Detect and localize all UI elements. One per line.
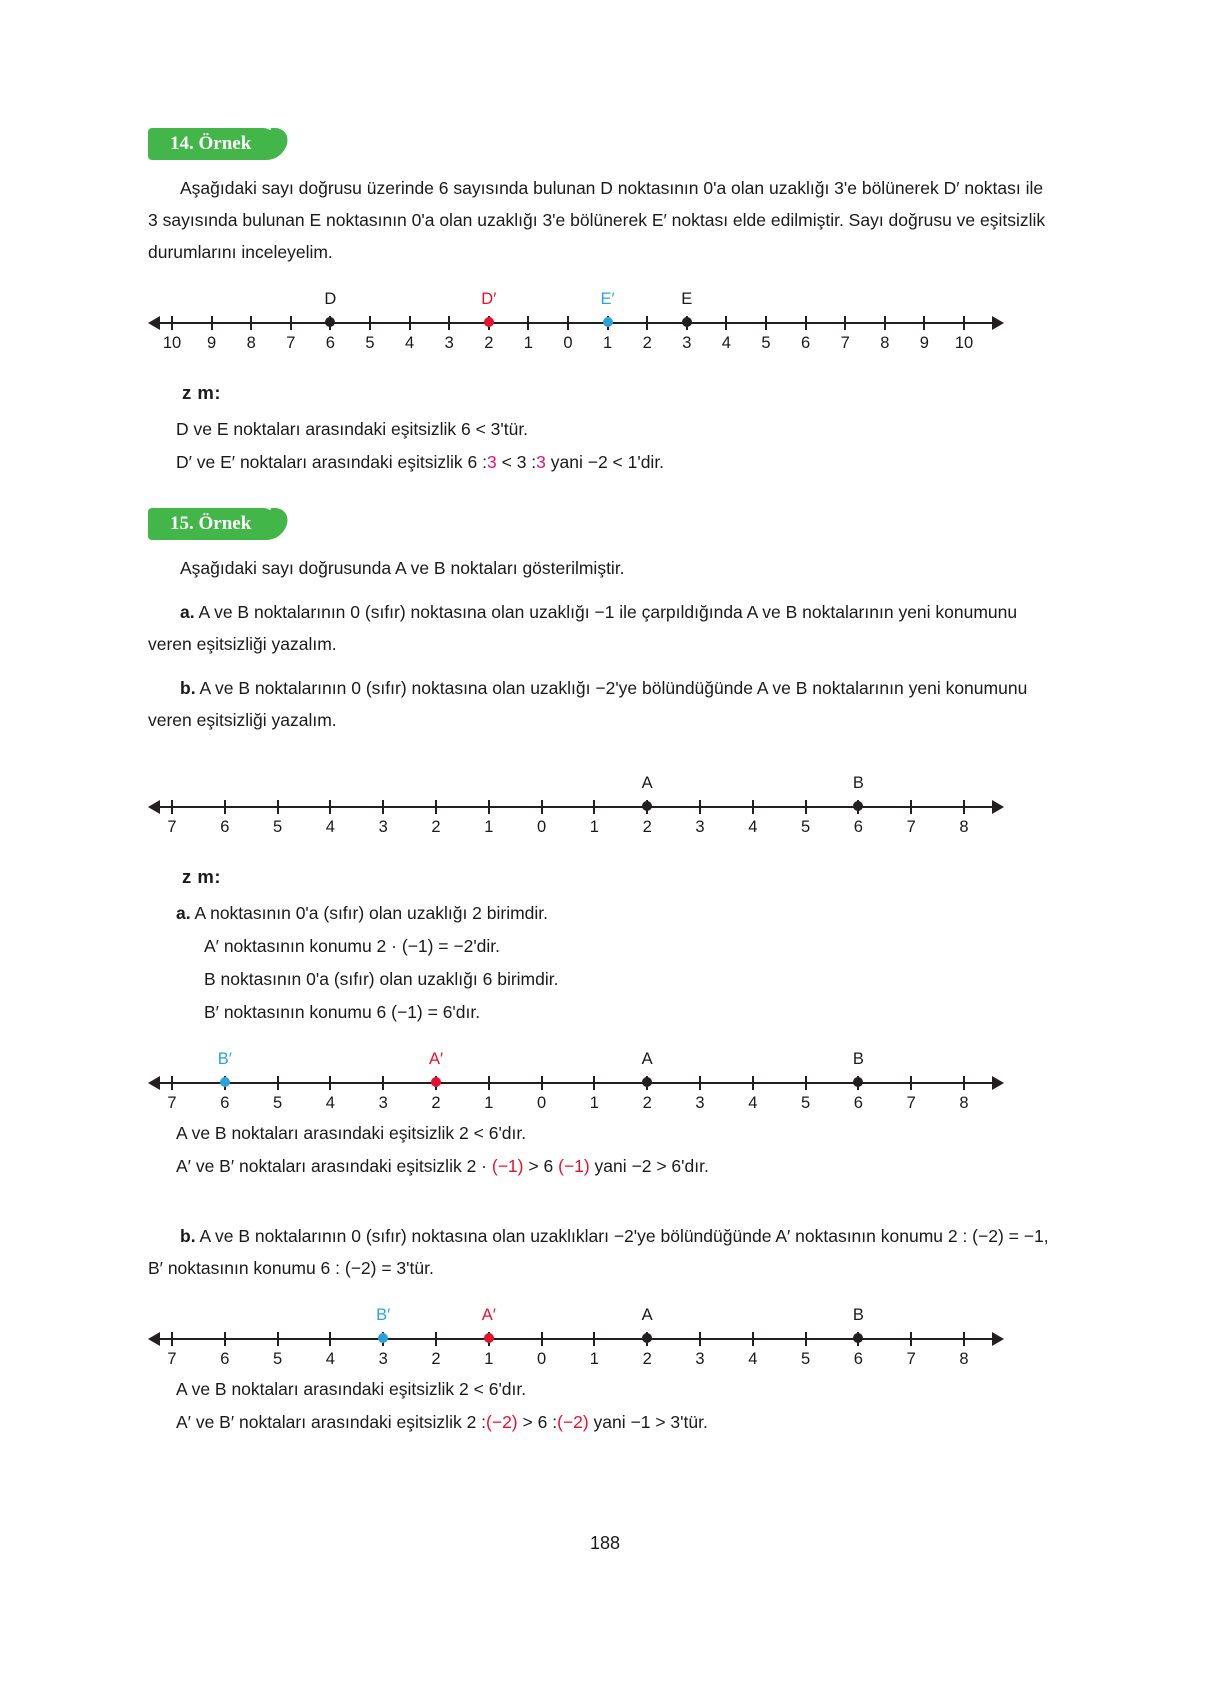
axis-tick xyxy=(382,800,384,814)
axis-tick xyxy=(805,1332,807,1346)
example-15b-inequality-1: A ve B noktaları arasındaki eşitsizlik 2 < 6'dır. xyxy=(176,1379,527,1399)
axis-tick-label: 2 xyxy=(642,818,652,836)
point-label-b: B xyxy=(852,774,864,792)
axis-tick-label: 4 xyxy=(325,1350,335,1368)
example-14-solution-line-2 xyxy=(176,447,1056,478)
part-b-text: A ve B noktalarının 0 (sıfır) noktasına olan uzaklığı −2'ye bölündüğünde A ve B noktalarının yeni konumunu veren eşitsizliği yazalım. xyxy=(148,678,1028,730)
point-marker-aprime xyxy=(484,1333,494,1343)
axis-tick-label: 1 xyxy=(589,1350,599,1368)
example-14-banner-label: 14. Örnek xyxy=(170,133,252,154)
point-label-b: B xyxy=(852,1050,864,1068)
axis-tick xyxy=(765,316,767,330)
example-15-part-a xyxy=(148,596,1056,660)
axis-tick xyxy=(805,800,807,814)
axis-tick-label: 5 xyxy=(365,334,375,352)
point-marker-dprime xyxy=(484,317,494,327)
point-label-aprime: A′ xyxy=(428,1050,444,1068)
point-label-b: B xyxy=(852,1306,864,1324)
part-a-label: a. xyxy=(180,602,195,622)
example-15-solution-heading: z m: xyxy=(182,866,221,887)
axis-tick xyxy=(805,316,807,330)
a-ineq2-suffix: yani −2 > 6'dır. xyxy=(594,1156,709,1176)
axis-tick xyxy=(963,1076,965,1090)
example-15-part-b xyxy=(148,672,1056,736)
axis-tick xyxy=(541,800,543,814)
axis-tick-label: 3 xyxy=(682,334,692,352)
a-ineq2-highlight-1: (−1) xyxy=(491,1156,524,1176)
axis-tick-label: 2 xyxy=(431,1094,441,1112)
axis-tick-label: 6 xyxy=(801,334,811,352)
example-14-solution-heading: z m: xyxy=(182,382,221,403)
a-ineq2-mid: > 6 xyxy=(528,1156,554,1176)
point-label-d: D xyxy=(324,290,337,308)
axis-arrow-left-icon xyxy=(148,1332,160,1346)
axis-tick xyxy=(329,1332,331,1346)
axis-tick xyxy=(752,800,754,814)
axis-tick-label: 5 xyxy=(273,1094,283,1112)
page-content xyxy=(148,0,1056,1438)
axis-tick xyxy=(844,316,846,330)
axis-tick xyxy=(448,316,450,330)
axis-tick-label: 0 xyxy=(563,334,573,352)
axis-tick-label: 2 xyxy=(642,334,652,352)
number-line-axis xyxy=(152,322,1000,324)
point-label-dprime: D′ xyxy=(481,290,497,308)
example-15b-inequality-2 xyxy=(176,1407,1056,1438)
axis-tick xyxy=(699,800,701,814)
axis-tick-label: 6 xyxy=(853,818,863,836)
a-ineq2-highlight-2: (−1) xyxy=(558,1156,590,1176)
axis-tick xyxy=(910,800,912,814)
example-15a-inequality-1: A ve B noktaları arasındaki eşitsizlik 2 < 6'dır. xyxy=(176,1123,527,1143)
point-marker-b xyxy=(853,1077,863,1087)
axis-tick-label: 8 xyxy=(959,818,969,836)
a-ineq2-prefix: A′ ve B′ noktaları arasındaki eşitsizlik 2 · xyxy=(176,1156,487,1176)
axis-tick xyxy=(488,800,490,814)
axis-tick-label: 1 xyxy=(589,818,599,836)
axis-tick xyxy=(725,316,727,330)
axis-tick xyxy=(963,800,965,814)
axis-tick-label: 8 xyxy=(959,1350,969,1368)
axis-tick xyxy=(250,316,252,330)
axis-arrow-right-icon xyxy=(992,1076,1004,1090)
axis-tick-label: 2 xyxy=(642,1350,652,1368)
axis-tick xyxy=(541,1332,543,1346)
axis-tick-label: 5 xyxy=(273,818,283,836)
number-line-axis xyxy=(152,1338,1000,1340)
axis-tick xyxy=(435,1332,437,1346)
axis-tick-label: 7 xyxy=(906,818,916,836)
axis-tick-label: 3 xyxy=(444,334,454,352)
axis-tick-label: 3 xyxy=(378,1350,388,1368)
axis-arrow-right-icon xyxy=(992,316,1004,330)
number-line-example-15-part-b xyxy=(148,1302,1004,1372)
axis-tick xyxy=(171,316,173,330)
axis-tick xyxy=(409,316,411,330)
axis-tick xyxy=(329,1076,331,1090)
axis-tick-label: 5 xyxy=(761,334,771,352)
axis-tick-label: 3 xyxy=(695,1350,705,1368)
axis-tick xyxy=(699,1332,701,1346)
axis-tick-label: 4 xyxy=(748,1350,758,1368)
axis-tick-label: 1 xyxy=(484,1350,494,1368)
axis-tick-label: 4 xyxy=(325,1094,335,1112)
axis-tick-label: 4 xyxy=(748,1094,758,1112)
axis-tick xyxy=(277,1332,279,1346)
line2-highlight-2: 3 xyxy=(536,452,546,472)
axis-tick xyxy=(963,1332,965,1346)
axis-tick-label: 5 xyxy=(273,1350,283,1368)
example-15a-inequality-2 xyxy=(176,1151,1056,1182)
point-marker-d xyxy=(325,317,335,327)
part-b-label: b. xyxy=(180,678,196,698)
axis-tick-label: 8 xyxy=(880,334,890,352)
axis-tick-label: 2 xyxy=(642,1094,652,1112)
number-line-axis xyxy=(152,1082,1000,1084)
axis-tick-label: 3 xyxy=(378,1094,388,1112)
axis-tick xyxy=(699,1076,701,1090)
axis-tick xyxy=(805,1076,807,1090)
example-15a-solution-line-2: A′ noktasının konumu 2 · (−1) = −2'dir. xyxy=(204,936,501,956)
number-line-example-15-part-a xyxy=(148,1046,1004,1116)
axis-tick-label: 6 xyxy=(853,1350,863,1368)
page-number: 188 xyxy=(589,1533,621,1553)
point-marker-aprime xyxy=(431,1077,441,1087)
point-marker-a xyxy=(642,801,652,811)
axis-tick-label: 7 xyxy=(167,818,177,836)
axis-tick xyxy=(752,1332,754,1346)
axis-tick xyxy=(224,1332,226,1346)
axis-tick-label: 4 xyxy=(405,334,415,352)
axis-tick xyxy=(593,1332,595,1346)
axis-tick-label: 1 xyxy=(603,334,613,352)
axis-tick xyxy=(923,316,925,330)
number-line-axis xyxy=(152,806,1000,808)
example-15-intro: Aşağıdaki sayı doğrusunda A ve B noktaları gösterilmiştir. xyxy=(180,558,625,578)
axis-tick-label: 10 xyxy=(954,334,974,352)
axis-tick xyxy=(290,316,292,330)
part-a-solution-text-1: A noktasının 0'a (sıfır) olan uzaklığı 2 birimdir. xyxy=(194,903,549,923)
point-marker-b xyxy=(853,801,863,811)
axis-tick xyxy=(527,316,529,330)
axis-tick-label: 3 xyxy=(378,818,388,836)
axis-tick-label: 4 xyxy=(748,818,758,836)
axis-arrow-right-icon xyxy=(992,800,1004,814)
axis-tick-label: 6 xyxy=(220,1350,230,1368)
axis-arrow-right-icon xyxy=(992,1332,1004,1346)
example-15a-solution-line-3: B noktasının 0'a (sıfır) olan uzaklığı 6 birimdir. xyxy=(204,969,559,989)
part-b-solution-text: A ve B noktalarının 0 (sıfır) noktasına olan uzaklıkları −2'ye bölündüğünde A′ noktasının konumu 2 : (−2) = −1, B′ noktasının konumu 6 : (−2) = 3'tür. xyxy=(148,1226,1049,1278)
axis-tick xyxy=(382,1076,384,1090)
axis-tick-label: 9 xyxy=(207,334,217,352)
axis-tick-label: 10 xyxy=(162,334,182,352)
axis-tick-label: 6 xyxy=(220,818,230,836)
axis-tick-label: 9 xyxy=(919,334,929,352)
axis-tick-label: 5 xyxy=(801,818,811,836)
axis-tick xyxy=(593,800,595,814)
example-14-solution-line-1: D ve E noktaları arasındaki eşitsizlik 6 < 3'tür. xyxy=(176,419,529,439)
axis-tick xyxy=(277,800,279,814)
axis-tick-label: 0 xyxy=(537,1350,547,1368)
point-marker-a xyxy=(642,1333,652,1343)
axis-tick-label: 4 xyxy=(325,818,335,836)
b-ineq2-highlight-1: (−2) xyxy=(486,1412,518,1432)
axis-tick-label: 8 xyxy=(959,1094,969,1112)
axis-tick-label: 6 xyxy=(853,1094,863,1112)
axis-tick xyxy=(224,800,226,814)
axis-tick-label: 7 xyxy=(906,1094,916,1112)
part-a-solution-label: a. xyxy=(176,903,191,923)
axis-arrow-left-icon xyxy=(148,800,160,814)
axis-tick xyxy=(211,316,213,330)
axis-tick xyxy=(567,316,569,330)
example-15-banner xyxy=(148,508,277,540)
line2-prefix: D′ ve E′ noktaları arasındaki eşitsizlik 6 : xyxy=(176,452,487,472)
axis-tick-label: 5 xyxy=(801,1350,811,1368)
point-label-a: A xyxy=(641,1050,653,1068)
part-b-solution-label: b. xyxy=(180,1226,196,1246)
point-label-e: E xyxy=(681,290,693,308)
axis-tick-label: 5 xyxy=(801,1094,811,1112)
axis-tick xyxy=(593,1076,595,1090)
axis-tick xyxy=(171,800,173,814)
axis-tick-label: 1 xyxy=(523,334,533,352)
axis-tick xyxy=(910,1076,912,1090)
axis-tick xyxy=(171,1076,173,1090)
point-label-bprime: B′ xyxy=(217,1050,232,1068)
axis-tick-label: 3 xyxy=(695,1094,705,1112)
point-marker-eprime xyxy=(603,317,613,327)
b-ineq2-mid: > 6 : xyxy=(522,1412,558,1432)
line2-highlight-1: 3 xyxy=(487,452,497,472)
axis-tick-label: 7 xyxy=(906,1350,916,1368)
axis-tick xyxy=(488,1076,490,1090)
point-label-bprime: B′ xyxy=(376,1306,391,1324)
point-label-a: A xyxy=(641,1306,653,1324)
point-label-eprime: E′ xyxy=(600,290,615,308)
axis-tick xyxy=(910,1332,912,1346)
axis-tick-label: 1 xyxy=(589,1094,599,1112)
axis-tick-label: 7 xyxy=(167,1094,177,1112)
axis-tick xyxy=(329,800,331,814)
b-ineq2-highlight-2: (−2) xyxy=(557,1412,589,1432)
number-line-example-14 xyxy=(148,286,1004,356)
axis-tick xyxy=(884,316,886,330)
axis-tick-label: 0 xyxy=(537,818,547,836)
axis-tick xyxy=(277,1076,279,1090)
axis-tick-label: 2 xyxy=(484,334,494,352)
point-label-aprime: A′ xyxy=(481,1306,496,1324)
b-ineq2-suffix: yani −1 > 3'tür. xyxy=(593,1412,708,1432)
axis-tick xyxy=(963,316,965,330)
point-marker-e xyxy=(682,317,692,327)
axis-tick-label: 8 xyxy=(246,334,256,352)
axis-tick xyxy=(541,1076,543,1090)
axis-tick-label: 4 xyxy=(721,334,731,352)
axis-arrow-left-icon xyxy=(148,1076,160,1090)
axis-tick-label: 7 xyxy=(286,334,296,352)
axis-tick-label: 1 xyxy=(484,1094,494,1112)
example-14-banner xyxy=(148,128,277,160)
point-marker-b xyxy=(853,1333,863,1343)
axis-tick-label: 1 xyxy=(484,818,494,836)
axis-arrow-left-icon xyxy=(148,316,160,330)
axis-tick-label: 2 xyxy=(431,1350,441,1368)
example-15b-solution xyxy=(148,1220,1056,1284)
part-a-text: A ve B noktalarının 0 (sıfır) noktasına olan uzaklığı −1 ile çarpıldığında A ve B noktalarının yeni konumunu veren eşitsizliği yazalım. xyxy=(148,602,1018,654)
axis-tick-label: 6 xyxy=(220,1094,230,1112)
axis-tick-label: 3 xyxy=(695,818,705,836)
axis-tick xyxy=(171,1332,173,1346)
axis-tick-label: 0 xyxy=(537,1094,547,1112)
axis-tick xyxy=(435,800,437,814)
axis-tick xyxy=(752,1076,754,1090)
example-15a-solution-line-4: B′ noktasının konumu 6 (−1) = 6'dır. xyxy=(204,1002,481,1022)
point-marker-a xyxy=(642,1077,652,1087)
point-marker-bprime xyxy=(220,1077,230,1087)
line2-mid: < 3 : xyxy=(501,452,537,472)
point-label-a: A xyxy=(641,774,653,792)
example-15-banner-label: 15. Örnek xyxy=(170,513,252,534)
axis-tick-label: 6 xyxy=(325,334,335,352)
number-line-example-15-initial xyxy=(148,770,1004,840)
axis-tick xyxy=(646,316,648,330)
example-14-paragraph: Aşağıdaki sayı doğrusu üzerinde 6 sayısında bulunan D noktasının 0'a olan uzaklığı 3'e bölünerek D′ noktası ile 3 sayısında bulunan E noktasının 0'a olan uzaklığı 3'e bölünerek E′ noktası elde edilmiştir. Sayı doğrusu ve eşitsizlik durumlarını inceleyelim. xyxy=(148,178,1046,262)
point-marker-bprime xyxy=(378,1333,388,1343)
example-15a-solution-line-1 xyxy=(176,898,1056,929)
line2-suffix: yani −2 < 1'dir. xyxy=(550,452,665,472)
b-ineq2-prefix: A′ ve B′ noktaları arasındaki eşitsizlik 2 : xyxy=(176,1412,487,1432)
axis-tick-label: 7 xyxy=(840,334,850,352)
axis-tick-label: 2 xyxy=(431,818,441,836)
axis-tick xyxy=(369,316,371,330)
axis-tick-label: 7 xyxy=(167,1350,177,1368)
